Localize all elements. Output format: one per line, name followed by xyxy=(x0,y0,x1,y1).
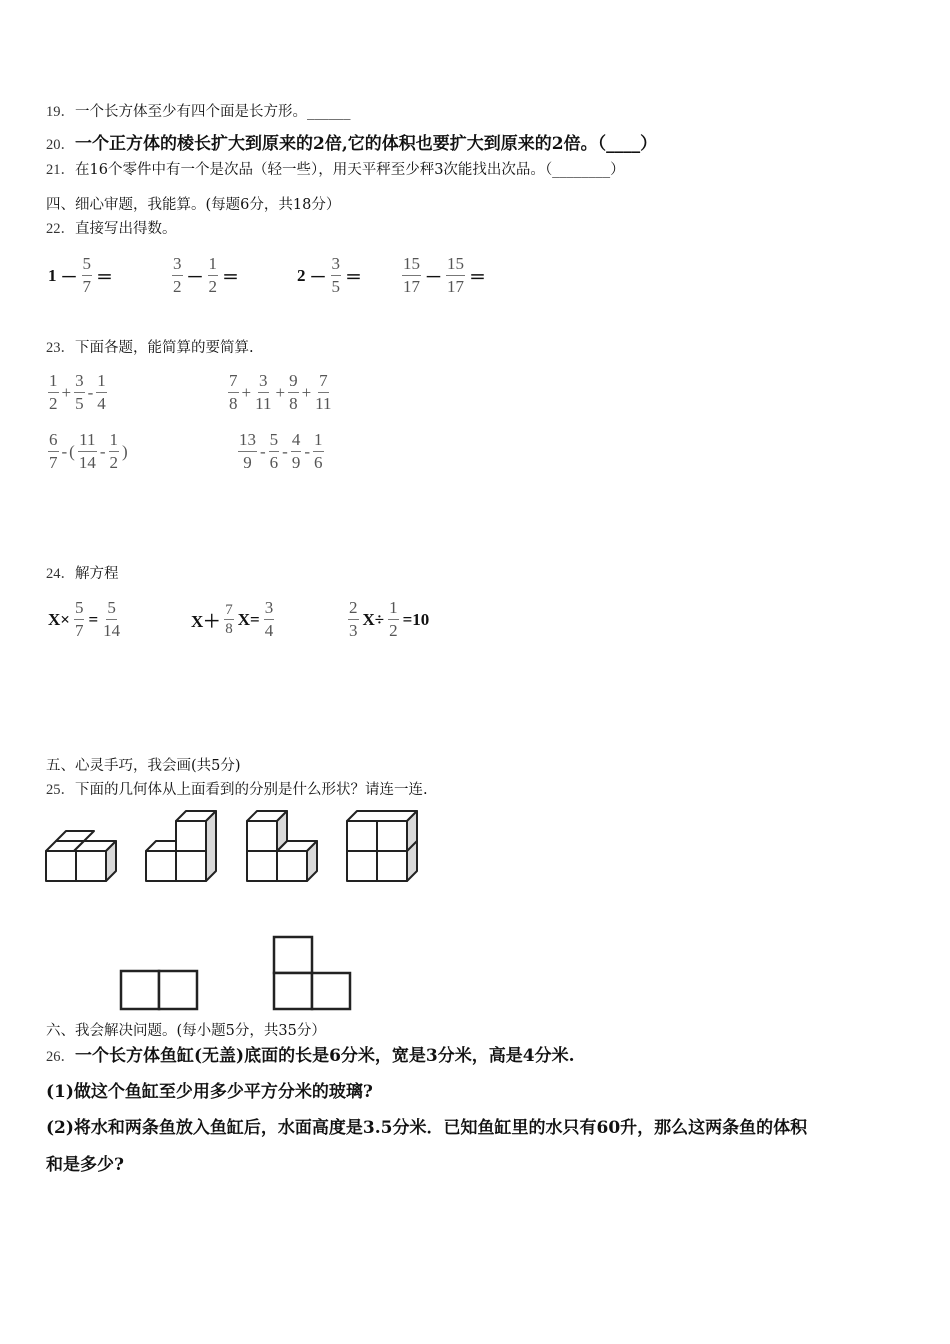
numerator: 7 xyxy=(225,602,233,618)
denominator: 5 xyxy=(75,394,84,413)
question-26-part-2: (2)将水和两条鱼放入鱼缸后，水面高度是3.5分米．已知鱼缸里的水只有60升，那么这两条鱼的体积 xyxy=(46,1118,808,1138)
numerator: 13 xyxy=(238,429,257,452)
top-face xyxy=(56,831,94,841)
question-number: 26． xyxy=(46,1049,75,1065)
denominator: 5 xyxy=(331,277,340,296)
denominator: 7 xyxy=(74,621,84,640)
question-26-part-2-cont: 和是多少? xyxy=(46,1155,124,1175)
numerator: 6 xyxy=(48,429,59,452)
equals-sign: = xyxy=(88,609,99,629)
question-text: 下面各题，能简算的要简算. xyxy=(75,340,254,356)
top-view-shape-2[interactable] xyxy=(272,935,352,1011)
fraction xyxy=(228,370,239,415)
question-text: 下面的几何体从上面看到的分别是什么形状？请连一连. xyxy=(75,782,428,798)
denominator: 2 xyxy=(208,277,217,296)
equation-3 xyxy=(346,597,431,642)
operator: - xyxy=(260,441,266,461)
question-text: 一个长方体鱼缸(无盖)底面的长是6分米，宽是3分米，高是4分米. xyxy=(75,1046,575,1066)
calc-expression-4 xyxy=(400,253,488,298)
numerator: 3 xyxy=(172,253,183,276)
question-26 xyxy=(46,1046,575,1067)
operator: + xyxy=(61,382,72,402)
equals-sign: =10 xyxy=(402,609,430,629)
fraction xyxy=(74,370,85,415)
numerator: 7 xyxy=(318,370,329,393)
numerator: 15 xyxy=(402,253,421,276)
operator: － xyxy=(60,268,78,287)
variable: X= xyxy=(237,609,260,629)
question-text: 在16个零件中有一个是次品（轻一些），用天平秤至少秤3次能找出次品。 xyxy=(75,162,545,178)
calc-expression-3 xyxy=(295,253,364,298)
denominator: 11 xyxy=(255,394,272,413)
numerator: 1 xyxy=(313,429,324,452)
question-number: 19． xyxy=(46,104,75,120)
operator: － xyxy=(186,268,204,287)
whole-number: 2 xyxy=(297,265,306,285)
numerator: 1 xyxy=(109,429,120,452)
denominator: 9 xyxy=(291,453,301,472)
denominator: 7 xyxy=(49,453,58,472)
operator: + xyxy=(241,382,252,402)
variable: X× xyxy=(48,609,70,629)
fraction xyxy=(313,429,324,474)
fraction xyxy=(314,370,332,415)
question-number: 21． xyxy=(46,162,75,178)
numerator: 5 xyxy=(269,429,280,452)
question-number: 25． xyxy=(46,782,75,798)
fraction xyxy=(264,597,275,642)
section-6-title: 六、我会解决问题。(每小题5分，共35分） xyxy=(46,1023,326,1039)
fraction xyxy=(82,253,93,298)
denominator: 4 xyxy=(264,621,274,640)
numerator: 15 xyxy=(446,253,465,276)
question-number: 23． xyxy=(46,340,75,356)
equals-sign: ＝ xyxy=(345,268,362,287)
question-text: 一个长方体至少有四个面是长方形。 xyxy=(75,104,307,120)
question-26-part-1: (1)做这个鱼缸至少用多少平方分米的玻璃? xyxy=(46,1082,373,1102)
fraction xyxy=(238,429,257,474)
denominator: 17 xyxy=(447,277,464,296)
operator: - xyxy=(61,441,68,461)
solid-figure-1[interactable] xyxy=(44,828,120,884)
operator: + xyxy=(301,382,312,402)
numerator: 1 xyxy=(388,597,399,620)
denominator: 2 xyxy=(389,621,398,640)
numerator: 11 xyxy=(78,429,96,452)
numerator: 5 xyxy=(106,597,117,620)
numerator: 2 xyxy=(348,597,359,620)
question-23 xyxy=(46,338,254,358)
fraction xyxy=(224,601,234,638)
answer-blank[interactable]: （________） xyxy=(544,162,625,178)
answer-blank[interactable]: （____） xyxy=(597,134,658,154)
variable: X÷ xyxy=(362,609,385,629)
denominator: 14 xyxy=(103,621,121,640)
fraction xyxy=(208,253,219,298)
question-text: 直接写出得数。 xyxy=(75,221,177,237)
operator: - xyxy=(99,441,106,461)
question-text: 一个正方体的棱长扩大到原来的2倍,它的体积也要扩大到原来的2倍。 xyxy=(75,134,598,154)
numerator: 5 xyxy=(74,597,85,620)
operator: － xyxy=(425,268,442,287)
section-4-title: 四、细心审题，我能算。(每题6分，共18分） xyxy=(46,197,341,213)
equals-sign: ＝ xyxy=(469,268,486,287)
question-24 xyxy=(46,564,119,584)
fraction xyxy=(172,253,183,298)
fraction xyxy=(446,253,465,298)
fraction xyxy=(269,429,280,474)
numerator: 1 xyxy=(48,370,59,393)
calc-expression-2 xyxy=(170,253,241,298)
solid-figure-4[interactable] xyxy=(345,808,421,884)
question-number: 20． xyxy=(46,137,75,153)
equation-2 xyxy=(189,597,276,642)
question-22 xyxy=(46,219,177,239)
fraction xyxy=(288,370,299,415)
denominator: 6 xyxy=(314,453,323,472)
simplify-expression-3 xyxy=(46,429,129,474)
fraction xyxy=(102,597,121,642)
question-20 xyxy=(46,134,657,155)
fraction xyxy=(402,253,421,298)
fraction xyxy=(291,429,302,474)
fraction xyxy=(331,253,342,298)
question-21 xyxy=(46,160,625,180)
equals-sign: ＝ xyxy=(222,268,239,287)
fraction xyxy=(96,370,107,415)
fraction xyxy=(109,429,120,474)
numerator: 7 xyxy=(228,370,239,393)
numerator: 9 xyxy=(288,370,299,393)
fraction xyxy=(48,370,59,415)
denominator: 11 xyxy=(315,394,332,413)
numerator: 3 xyxy=(74,370,85,393)
denominator: 3 xyxy=(349,621,358,640)
fraction xyxy=(74,597,85,642)
numerator: 5 xyxy=(82,253,93,276)
question-19 xyxy=(46,102,351,122)
simplify-expression-1 xyxy=(46,370,109,415)
operator: - xyxy=(304,441,311,461)
simplify-expression-2 xyxy=(226,370,335,415)
numerator: 1 xyxy=(208,253,219,276)
solid-figure-2[interactable] xyxy=(144,808,220,884)
denominator: 2 xyxy=(173,277,182,296)
denominator: 8 xyxy=(225,621,233,637)
denominator: 8 xyxy=(229,394,238,413)
denominator: 7 xyxy=(82,277,91,296)
left-paren: ( xyxy=(69,441,75,461)
simplify-expression-4 xyxy=(236,429,326,474)
operator: - xyxy=(282,441,288,461)
numerator: 3 xyxy=(331,253,342,276)
operator: － xyxy=(309,268,327,287)
denominator: 2 xyxy=(49,394,58,413)
right-paren: ) xyxy=(122,441,128,461)
numerator: 3 xyxy=(258,370,269,393)
denominator: 4 xyxy=(97,394,106,413)
operator: + xyxy=(275,382,286,402)
answer-blank[interactable]: ______ xyxy=(307,104,351,120)
whole-number: 1 xyxy=(48,265,57,285)
denominator: 17 xyxy=(403,277,420,296)
numerator: 3 xyxy=(264,597,275,620)
equation-1 xyxy=(46,597,123,642)
question-text: 解方程 xyxy=(75,566,119,582)
variable: X＋ xyxy=(191,612,221,631)
question-25 xyxy=(46,780,428,800)
top-view-shape-1[interactable] xyxy=(119,969,199,1011)
operator: - xyxy=(87,382,94,402)
section-5-title: 五、心灵手巧，我会画(共5分) xyxy=(46,758,241,774)
denominator: 9 xyxy=(243,453,252,472)
denominator: 2 xyxy=(109,453,119,472)
question-number: 22． xyxy=(46,221,75,237)
fraction xyxy=(348,597,359,642)
denominator: 14 xyxy=(78,453,96,472)
calc-expression-1 xyxy=(46,253,115,298)
equals-sign: ＝ xyxy=(96,268,113,287)
question-number: 24． xyxy=(46,566,75,582)
fraction xyxy=(48,429,59,474)
numerator: 1 xyxy=(96,370,107,393)
denominator: 8 xyxy=(289,394,298,413)
fraction xyxy=(388,597,399,642)
solid-figure-3[interactable] xyxy=(245,808,321,884)
fraction xyxy=(78,429,97,474)
numerator: 4 xyxy=(291,429,302,452)
fraction xyxy=(254,370,272,415)
denominator: 6 xyxy=(269,453,279,472)
